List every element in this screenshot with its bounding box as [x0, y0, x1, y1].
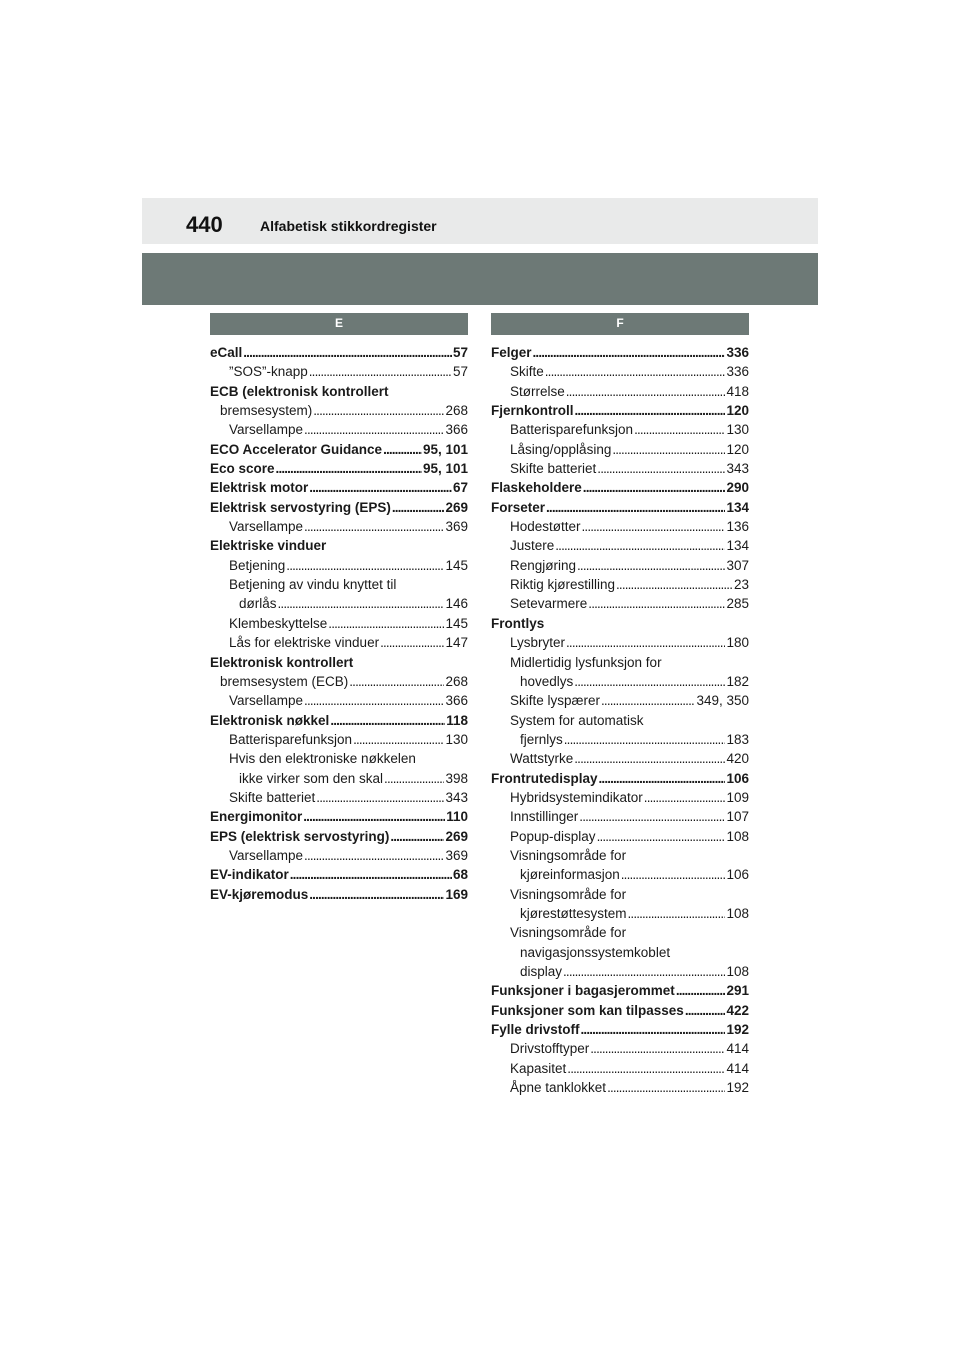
entry-label: kjørestøttesystem — [520, 905, 627, 921]
entry-label: Riktig kjørestilling — [510, 577, 616, 593]
dot-leader — [582, 517, 726, 536]
index-subentry — [210, 575, 468, 594]
entry-label: fjernlys — [520, 731, 563, 747]
entry-page-number: 110 — [446, 809, 468, 825]
entry-page-number: 418 — [726, 383, 749, 399]
index-subentry — [491, 904, 749, 923]
dot-leader — [304, 691, 444, 710]
dot-leader — [601, 691, 695, 710]
index-subentry — [491, 923, 749, 942]
index-subentry — [210, 846, 468, 865]
dot-leader — [574, 749, 725, 768]
index-subentry — [491, 846, 749, 865]
index-column-e — [210, 313, 468, 904]
dot-leader — [303, 807, 445, 826]
dot-leader — [676, 981, 726, 1000]
index-entry — [210, 865, 468, 884]
index-subentry — [210, 362, 468, 381]
index-entry — [491, 343, 749, 362]
entry-page-number: 57 — [452, 345, 468, 360]
index-subentry — [491, 653, 749, 672]
entry-page-number: 422 — [726, 1002, 749, 1018]
entry-label: Åpne tanklokket — [510, 1080, 607, 1096]
entry-label: ”SOS”-knapp — [229, 364, 308, 380]
index-entry — [210, 807, 468, 826]
index-entry — [210, 711, 468, 730]
index-subentry — [491, 420, 749, 439]
entry-label: Skifte batteriet — [229, 789, 316, 805]
index-subentry — [210, 769, 468, 788]
entry-label: Elektronisk kontrollert — [210, 654, 354, 670]
entry-page-number: 67 — [452, 480, 468, 496]
letter-heading-e: E — [210, 313, 468, 335]
entry-page-number: 134 — [726, 499, 749, 515]
dot-leader — [313, 401, 444, 420]
entry-page-number: 192 — [726, 1022, 749, 1038]
index-entry — [210, 478, 468, 497]
entry-page-number: 366 — [445, 422, 468, 438]
entry-page-number: 68 — [452, 867, 468, 883]
dot-leader — [628, 904, 726, 923]
index-subentry — [491, 691, 749, 710]
dot-leader — [304, 517, 444, 536]
entry-page-number: 106 — [726, 867, 749, 883]
entry-page-number: 192 — [726, 1080, 749, 1096]
index-subentry — [491, 788, 749, 807]
entry-page-number: 106 — [726, 770, 749, 786]
entry-label: Forseter — [491, 499, 546, 515]
index-subentry — [210, 749, 468, 768]
entry-page-number: 336 — [726, 345, 749, 360]
entry-page-number: 269 — [445, 828, 468, 844]
header-bar — [142, 198, 818, 244]
index-column-f — [491, 313, 749, 1097]
entry-label: Hybridsystemindikator — [510, 789, 643, 805]
index-entry — [491, 1020, 749, 1039]
index-subentry — [210, 556, 468, 575]
index-subentry — [491, 962, 749, 981]
entry-page-number: 109 — [726, 789, 749, 805]
entry-label: Batterisparefunksjon — [229, 731, 353, 747]
section-title: Alfabetisk stikkordregister — [260, 218, 437, 234]
index-subentry — [491, 556, 749, 575]
entry-page-number: 120 — [726, 403, 749, 419]
index-subentry — [491, 362, 749, 381]
entry-label: hovedlys — [520, 673, 574, 689]
dot-leader — [621, 865, 726, 884]
entry-label: Lysbryter — [510, 635, 566, 651]
dot-leader — [581, 1020, 726, 1039]
index-subentry — [210, 401, 468, 420]
letter-heading-f: F — [491, 313, 749, 335]
entry-page-number: 369 — [445, 519, 468, 535]
dot-leader — [567, 1059, 725, 1078]
entry-page-number: 147 — [445, 635, 468, 651]
index-subentry — [210, 420, 468, 439]
index-entries-f — [491, 343, 749, 1097]
entry-label: Drivstofftyper — [510, 1041, 590, 1057]
index-entry — [491, 769, 749, 788]
entry-label: Midlertidig lysfunksjon for — [510, 654, 662, 670]
index-subentry — [491, 633, 749, 652]
entry-label: EV-indikator — [210, 867, 289, 883]
entry-label: Funksjoner i bagasjerommet — [491, 983, 675, 999]
index-subentry — [491, 865, 749, 884]
entry-label: Batterisparefunksjon — [510, 422, 634, 438]
index-subentry — [491, 672, 749, 691]
index-subentry — [210, 517, 468, 536]
dot-leader — [316, 788, 444, 807]
entry-page-number: 414 — [726, 1060, 749, 1076]
index-entry — [210, 498, 468, 517]
dot-leader — [304, 420, 444, 439]
entry-page-number: 107 — [726, 809, 749, 825]
dot-leader — [304, 846, 444, 865]
entry-page-number: 420 — [726, 751, 749, 767]
entry-label: Visningsområde for — [510, 886, 627, 902]
index-subentry — [210, 730, 468, 749]
dot-leader — [607, 1078, 725, 1097]
entry-page-number: 169 — [445, 886, 468, 902]
entry-label: Lås for elektriske vinduer — [229, 635, 380, 651]
entry-page-number: 108 — [726, 964, 749, 979]
dot-leader — [309, 478, 452, 497]
entry-page-number: 366 — [445, 693, 468, 709]
entry-page-number: 145 — [445, 557, 468, 573]
index-subentry — [210, 691, 468, 710]
entry-label: Hvis den elektroniske nøkkelen — [229, 751, 416, 767]
entry-label: Skifte — [510, 364, 544, 380]
dot-leader — [597, 827, 726, 846]
entry-label: Elektrisk servostyring (EPS) — [210, 499, 391, 515]
dot-leader — [685, 1001, 726, 1020]
dot-leader — [616, 575, 733, 594]
entry-label: Betjening — [229, 557, 286, 573]
entry-label: Varsellampe — [229, 422, 304, 438]
entry-label: Felger — [491, 345, 532, 360]
index-subentry — [491, 440, 749, 459]
entry-label: Fjernkontroll — [491, 403, 574, 419]
dot-leader — [575, 401, 726, 420]
dot-leader — [278, 594, 445, 613]
index-entry — [210, 653, 468, 672]
entry-label: Funksjoner som kan tilpasses — [491, 1002, 684, 1018]
index-subentry — [491, 536, 749, 555]
dot-leader — [290, 865, 452, 884]
index-entry — [210, 827, 468, 846]
entry-label: kjøreinformasjon — [520, 867, 620, 883]
entry-label: Elektrisk motor — [210, 480, 309, 496]
dot-leader — [533, 343, 726, 362]
index-subentry — [491, 594, 749, 613]
entry-label: ECO Accelerator Guidance — [210, 441, 383, 457]
dot-leader — [349, 672, 444, 691]
dot-leader — [577, 556, 725, 575]
dot-leader — [276, 459, 422, 478]
entry-page-number: 120 — [726, 441, 749, 457]
entry-label: ECB (elektronisk kontrollert — [210, 383, 389, 399]
entry-label: Frontlys — [491, 615, 545, 631]
index-entry — [210, 440, 468, 459]
entry-page-number: 118 — [446, 712, 468, 728]
index-subentry — [491, 730, 749, 749]
index-entry — [210, 382, 468, 401]
entry-page-number: 269 — [445, 499, 468, 515]
entry-label: Varsellampe — [229, 519, 304, 535]
entry-label: Popup-display — [510, 828, 596, 844]
dot-leader — [353, 730, 444, 749]
entry-page-number: 414 — [726, 1041, 749, 1057]
dot-leader — [330, 711, 445, 730]
dot-leader — [392, 498, 445, 517]
entry-page-number: 130 — [726, 422, 749, 438]
dot-leader — [597, 459, 725, 478]
entry-page-number: 95, 101 — [422, 441, 468, 457]
dot-leader — [380, 633, 444, 652]
index-subentry — [491, 382, 749, 401]
index-subentry — [491, 711, 749, 730]
index-subentry — [491, 943, 749, 962]
entry-label: Energimonitor — [210, 809, 303, 825]
dot-leader — [555, 536, 725, 555]
entry-label: Justere — [510, 538, 555, 554]
entry-label: Størrelse — [510, 383, 565, 399]
index-subentry — [210, 594, 468, 613]
dot-leader — [309, 362, 452, 381]
entry-label: Elektronisk nøkkel — [210, 712, 330, 728]
entry-page-number: 182 — [726, 673, 749, 689]
index-subentry — [491, 1059, 749, 1078]
header-banner — [142, 253, 818, 305]
entry-page-number: 57 — [452, 364, 468, 380]
entry-page-number: 183 — [726, 731, 749, 747]
index-entry — [491, 614, 749, 633]
index-entry — [491, 401, 749, 420]
index-subentry — [491, 459, 749, 478]
entry-page-number: 268 — [445, 673, 468, 689]
index-entry — [491, 1001, 749, 1020]
entry-label: System for automatisk — [510, 712, 644, 728]
entry-label: Visningsområde for — [510, 847, 627, 863]
entry-page-number: 108 — [726, 828, 749, 844]
entry-page-number: 130 — [445, 731, 468, 747]
entry-page-number: 146 — [445, 596, 468, 612]
entry-label: ikke virker som den skal — [239, 770, 384, 786]
entry-label: eCall — [210, 345, 243, 360]
dot-leader — [564, 730, 726, 749]
dot-leader — [644, 788, 726, 807]
entry-page-number: 145 — [445, 615, 468, 631]
dot-leader — [390, 827, 444, 846]
entry-label: Wattstyrke — [510, 751, 574, 767]
index-entry — [491, 498, 749, 517]
entry-label: EV-kjøremodus — [210, 886, 309, 902]
dot-leader — [574, 672, 725, 691]
dot-leader — [599, 769, 726, 788]
dot-leader — [286, 556, 444, 575]
dot-leader — [566, 633, 725, 652]
index-entry — [491, 981, 749, 1000]
entry-page-number: 343 — [445, 789, 468, 805]
entry-label: bremsesystem (ECB) — [220, 673, 349, 689]
index-subentry — [491, 885, 749, 904]
entry-label: Visningsområde for — [510, 925, 627, 941]
dot-leader — [579, 807, 725, 826]
index-subentry — [491, 749, 749, 768]
index-subentry — [210, 633, 468, 652]
entry-label: Kapasitet — [510, 1060, 567, 1076]
entry-label: display — [520, 964, 563, 979]
dot-leader — [588, 594, 725, 613]
entry-label: Betjening av vindu knyttet til — [229, 577, 397, 593]
entry-label: Rengjøring — [510, 557, 577, 573]
index-entry — [210, 343, 468, 362]
entry-label: Eco score — [210, 461, 275, 477]
dot-leader — [383, 440, 422, 459]
index-subentry — [491, 575, 749, 594]
entry-label: Skifte batteriet — [510, 461, 597, 477]
dot-leader — [384, 769, 444, 788]
entry-page-number: 136 — [726, 519, 749, 535]
index-subentry — [491, 807, 749, 826]
index-entry — [210, 459, 468, 478]
entry-page-number: 369 — [445, 847, 468, 863]
entry-label: dørlås — [239, 596, 277, 612]
index-entries-e — [210, 343, 468, 904]
entry-page-number: 108 — [726, 905, 749, 921]
entry-page-number: 285 — [726, 596, 749, 612]
dot-leader — [590, 1039, 725, 1058]
dot-leader — [612, 440, 725, 459]
index-subentry — [210, 788, 468, 807]
entry-label: Hodestøtter — [510, 519, 581, 535]
dot-leader — [243, 343, 452, 362]
dot-leader — [328, 614, 444, 633]
entry-label: Varsellampe — [229, 693, 304, 709]
index-subentry — [210, 672, 468, 691]
dot-leader — [309, 885, 444, 904]
entry-label: Låsing/opplåsing — [510, 441, 612, 457]
entry-page-number: 134 — [726, 538, 749, 554]
entry-label: Varsellampe — [229, 847, 304, 863]
entry-label: Innstillinger — [510, 809, 579, 825]
entry-label: Fylle drivstoff — [491, 1022, 580, 1038]
entry-page-number: 349, 350 — [696, 693, 749, 709]
index-entry — [210, 536, 468, 555]
entry-label: Setevarmere — [510, 596, 588, 612]
entry-label: EPS (elektrisk servostyring) — [210, 828, 390, 844]
page-number: 440 — [186, 212, 223, 237]
dot-leader — [545, 362, 726, 381]
entry-label: Klembeskyttelse — [229, 615, 328, 631]
entry-page-number: 95, 101 — [422, 461, 468, 477]
index-subentry — [210, 614, 468, 633]
entry-page-number: 268 — [445, 403, 468, 419]
entry-page-number: 180 — [726, 635, 749, 651]
entry-page-number: 336 — [726, 364, 749, 380]
entry-page-number: 290 — [726, 480, 749, 496]
dot-leader — [563, 962, 725, 981]
entry-page-number: 291 — [726, 983, 749, 999]
entry-page-number: 343 — [726, 461, 749, 477]
dot-leader — [566, 382, 726, 401]
entry-label: Flaskeholdere — [491, 480, 582, 496]
entry-label: Frontrutedisplay — [491, 770, 598, 786]
index-subentry — [491, 827, 749, 846]
index-subentry — [491, 517, 749, 536]
dot-leader — [546, 498, 725, 517]
index-entry — [491, 478, 749, 497]
index-subentry — [491, 1078, 749, 1097]
entry-page-number: 398 — [445, 770, 468, 786]
dot-leader — [634, 420, 725, 439]
entry-label: bremsesystem) — [220, 403, 313, 419]
dot-leader — [583, 478, 726, 497]
entry-page-number: 23 — [733, 577, 749, 593]
index-subentry — [491, 1039, 749, 1058]
index-entry — [210, 885, 468, 904]
entry-page-number: 307 — [726, 557, 749, 573]
entry-label: Elektriske vinduer — [210, 538, 327, 554]
entry-label: Skifte lyspærer — [510, 693, 601, 709]
entry-label: navigasjonssystemkoblet — [520, 944, 671, 960]
